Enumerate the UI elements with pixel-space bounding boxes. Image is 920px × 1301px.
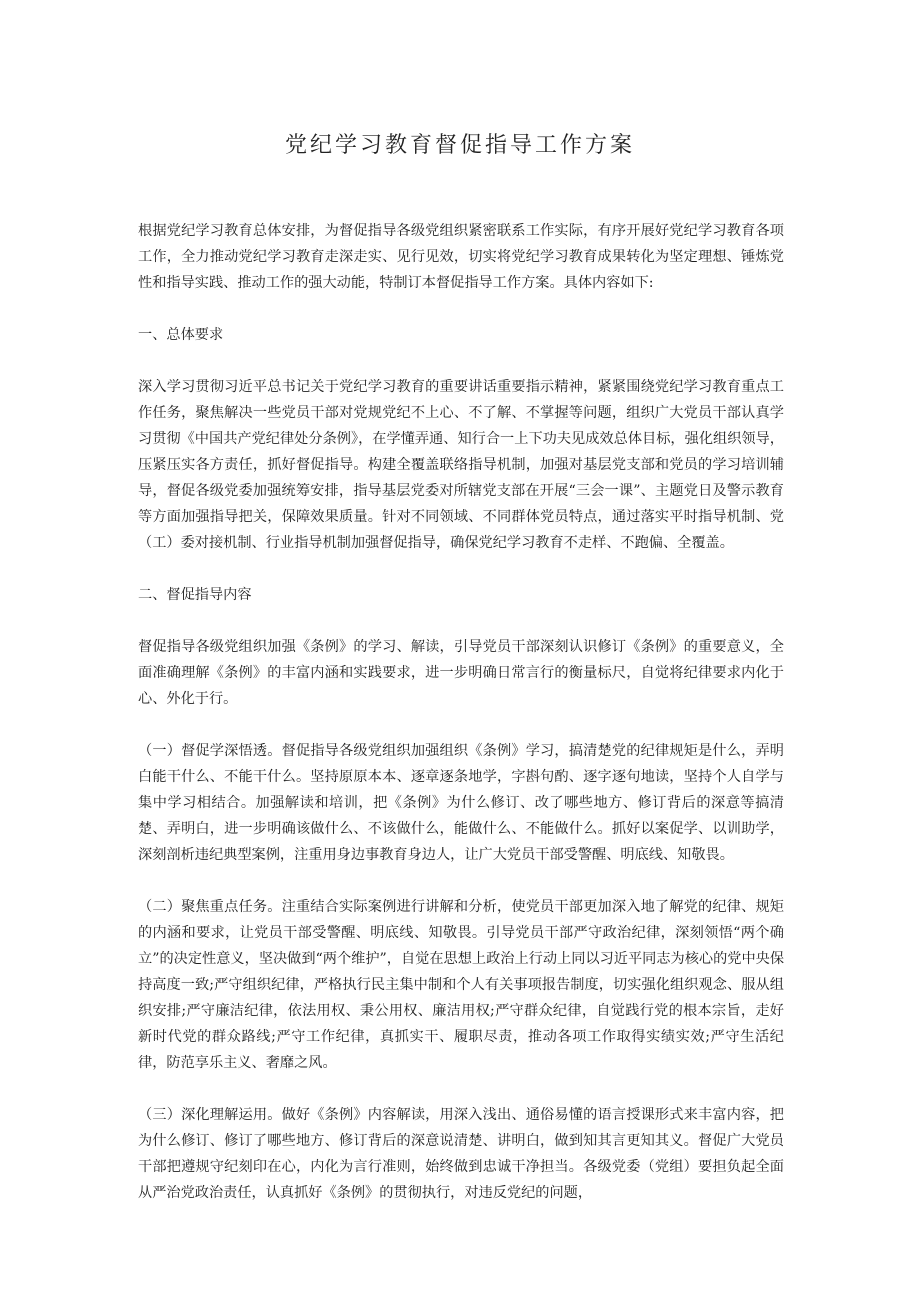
- document-body: [138, 218, 784, 1232]
- general-requirements-paragraph: 深入学习贯彻习近平总书记关于党纪学习教育的重要讲话重要指示精神，紧紧围绕党纪学习教育重点工作任务，聚焦解决一些党员干部对党规党纪不上心、不了解、不掌握等问题，组织广大党员干部认真学习贯彻《中国共产党纪律处分条例》，在学懂弄通、知行合一上下功夫见成效总体目标，强化组织领导，压紧压实各方责任，抓好督促指导。构建全覆盖联络指导机制，加强对基层党支部和党员的学习培训辅导，督促各级党委加强统筹安排，指导基层党委对所辖党支部在开展“三会一课”、主题党日及警示教育等方面加强指导把关，保障效果质量。针对不同领域、不同群体党员特点，通过落实平时指导机制、党（工）委对接机制、行业指导机制加强督促指导，确保党纪学习教育不走样、不跑偏、全覆盖。: [138, 379, 784, 551]
- section-heading-general-requirements: 一、总体要求: [138, 327, 224, 343]
- item-deepen-understanding-paragraph: （三）深化理解运用。做好《条例》内容解读，用深入浅出、通俗易懂的语言授课形式来丰富内容，把为什么修订、修订了哪些地方、修订背后的深意说清楚、讲明白，做到知其言更知其义。督促广大党员干部把遵规守纪刻印在心，内化为言行准则，始终做到忠诚干净担当。各级党委（党组）要担负起全面从严治党政治责任，认真抓好《条例》的贯彻执行，对违反党纪的问题，: [138, 1107, 784, 1201]
- item-focus-key-tasks-paragraph: （二）聚焦重点任务。注重结合实际案例进行讲解和分析，使党员干部更加深入地了解党的纪律、规矩的内涵和要求，让党员干部受警醒、明底线、知敬畏。引导党员干部严守政治纪律，深刻领悟“两个确立”的决定性意义，坚决做到“两个维护”，自觉在思想上政治上行动上同以习近平同志为核心的党中央保持高度一致;严守组织纪律，严格执行民主集中制和个人有关事项报告制度，切实强化组织观念、服从组织安排;严守廉洁纪律，依法用权、秉公用权、廉洁用权;严守群众纪律，自觉践行党的根本宗旨，走好新时代党的群众路线;严守工作纪律，真抓实干、履职尽责，推动各项工作取得实绩实效;严守生活纪律，防范享乐主义、奢靡之风。: [138, 899, 785, 1071]
- intro-paragraph: 根据党纪学习教育总体安排，为督促指导各级党组织紧密联系工作实际，有序开展好党纪学习教育各项工作，全力推动党纪学习教育走深走实、见行见效，切实将党纪学习教育成果转化为坚定理想、锤炼党性和指导实践、推动工作的强大动能，特制订本督促指导工作方案。具体内容如下:: [138, 223, 784, 291]
- document-title: 党纪学习教育督促指导工作方案: [284, 133, 635, 158]
- section-heading-guidance-content: 二、督促指导内容: [138, 587, 252, 603]
- item-study-deeply-paragraph: （一）督促学深悟透。督促指导各级党组织加强组织《条例》学习，搞清楚党的纪律规矩是什么，弄明白能干什么、不能干什么。坚持原原本本、逐章逐条地学，字斟句酌、逐字逐句地读，坚持个人自学与集中学习相结合。加强解读和培训，把《条例》为什么修订、改了哪些地方、修订背后的深意等搞清楚、弄明白，进一步明确该做什么、不该做什么，能做什么、不能做什么。抓好以案促学、以训助学，深刻剖析违纪典型案例，注重用身边事教育身边人，让广大党员干部受警醒、明底线、知敬畏。: [138, 743, 784, 863]
- guidance-content-paragraph: 督促指导各级党组织加强《条例》的学习、解读，引导党员干部深刻认识修订《条例》的重要意义，全面准确理解《条例》的丰富内涵和实践要求，进一步明确日常言行的衡量标尺，自觉将纪律要求内化于心、外化于行。: [138, 639, 784, 707]
